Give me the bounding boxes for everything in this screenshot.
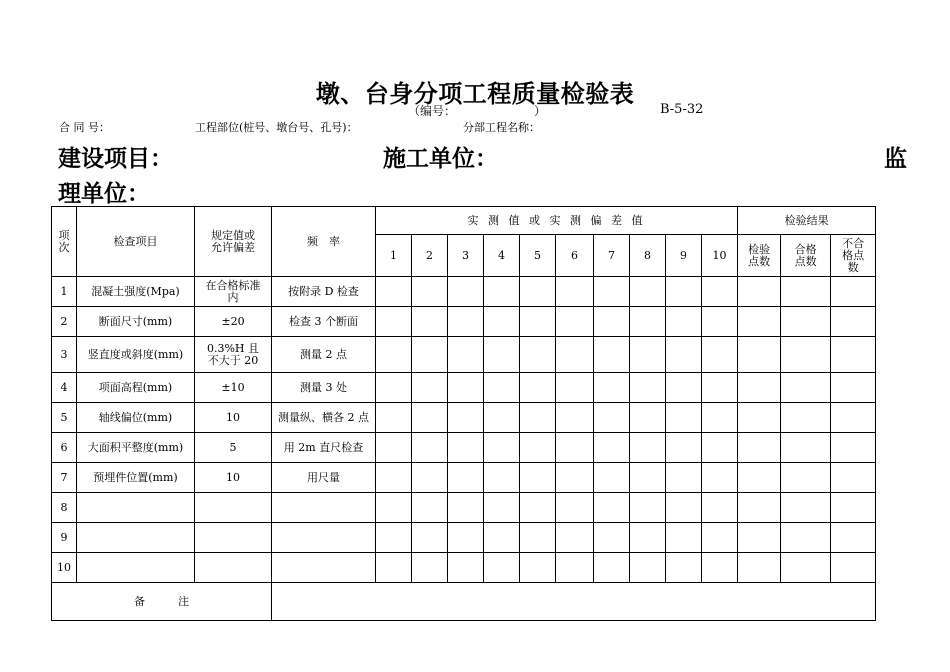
measure-cell[interactable] <box>630 307 666 337</box>
measure-cell[interactable] <box>376 307 412 337</box>
measure-cell[interactable] <box>448 433 484 463</box>
row-item <box>77 553 195 583</box>
measure-cell[interactable] <box>412 553 448 583</box>
result-cell[interactable] <box>738 493 781 523</box>
row-spec <box>195 523 272 553</box>
measure-cell[interactable] <box>412 493 448 523</box>
header-spec: 规定值或允许偏差 <box>195 207 272 277</box>
measure-cell[interactable] <box>556 493 594 523</box>
result-cell[interactable] <box>738 337 781 373</box>
result-cell[interactable] <box>831 553 876 583</box>
row-item: 大面积平整度(mm) <box>77 433 195 463</box>
measure-cell[interactable] <box>520 493 556 523</box>
row-frequency: 测量 2 点 <box>272 337 376 373</box>
measure-cell[interactable] <box>666 493 702 523</box>
supervisor-label-part2: 理单位： <box>58 181 150 207</box>
row-item: 混凝土强度(Mpa) <box>77 277 195 307</box>
measure-cell[interactable] <box>484 463 520 493</box>
measure-cell[interactable] <box>376 403 412 433</box>
result-cell[interactable] <box>781 463 831 493</box>
table-row <box>52 433 876 463</box>
measure-cell[interactable] <box>702 523 738 553</box>
result-cell[interactable] <box>831 337 876 373</box>
measure-cell[interactable] <box>666 373 702 403</box>
measure-cell[interactable] <box>376 493 412 523</box>
row-spec: 5 <box>195 433 272 463</box>
header-frequency: 频 率 <box>272 207 376 277</box>
measure-cell[interactable] <box>594 403 630 433</box>
serial-label: （编号： <box>408 104 457 118</box>
header-measured: 实 测 值 或 实 测 偏 差 值 <box>376 207 738 235</box>
row-frequency: 测量纵、横各 2 点 <box>272 403 376 433</box>
measure-cell[interactable] <box>520 337 556 373</box>
measure-cell[interactable] <box>666 463 702 493</box>
header-result: 检验结果 <box>738 207 876 235</box>
row-index: 5 <box>52 403 77 433</box>
row-spec: 0.3%H 且不大于 20 <box>195 337 272 373</box>
measure-cell[interactable] <box>594 277 630 307</box>
row-frequency <box>272 553 376 583</box>
measure-cell[interactable] <box>702 277 738 307</box>
measure-cell[interactable] <box>630 373 666 403</box>
measure-cell[interactable] <box>630 433 666 463</box>
remarks-label: 备 注 <box>52 583 272 621</box>
measure-cell[interactable] <box>556 463 594 493</box>
remarks-field[interactable] <box>272 583 876 621</box>
measure-cell[interactable] <box>448 337 484 373</box>
row-index: 4 <box>52 373 77 403</box>
measure-cell[interactable] <box>556 523 594 553</box>
measure-cell[interactable] <box>484 373 520 403</box>
measure-cell[interactable] <box>702 433 738 463</box>
measure-cell[interactable] <box>594 493 630 523</box>
measure-cell[interactable] <box>484 307 520 337</box>
subproject-label: 分部工程名称： <box>463 121 540 134</box>
measure-cell[interactable] <box>484 553 520 583</box>
result-cell[interactable] <box>738 277 781 307</box>
result-cell[interactable] <box>831 307 876 337</box>
result-col-failed: 不合格点数 <box>831 235 876 277</box>
measure-cell[interactable] <box>520 307 556 337</box>
row-index: 10 <box>52 553 77 583</box>
measure-cell[interactable] <box>556 433 594 463</box>
row-item: 项面高程(mm) <box>77 373 195 403</box>
measure-cell[interactable] <box>376 337 412 373</box>
header-item: 检查项目 <box>77 207 195 277</box>
supervisor-label-part1: 监 <box>884 146 907 172</box>
measure-cell[interactable] <box>556 553 594 583</box>
row-frequency <box>272 493 376 523</box>
measure-cell[interactable] <box>484 433 520 463</box>
row-index: 2 <box>52 307 77 337</box>
measure-cell[interactable] <box>630 337 666 373</box>
measure-cell[interactable] <box>666 553 702 583</box>
result-cell[interactable] <box>781 373 831 403</box>
measure-col-header: 3 <box>448 235 484 277</box>
row-item <box>77 523 195 553</box>
measure-cell[interactable] <box>702 307 738 337</box>
measure-cell[interactable] <box>666 277 702 307</box>
contractor-label: 施工单位： <box>383 146 498 172</box>
table-row <box>52 463 876 493</box>
measure-cell[interactable] <box>666 337 702 373</box>
measure-cell[interactable] <box>520 277 556 307</box>
measure-cell[interactable] <box>594 463 630 493</box>
row-spec: 10 <box>195 403 272 433</box>
measure-cell[interactable] <box>448 403 484 433</box>
measure-cell[interactable] <box>702 403 738 433</box>
measure-col-header: 5 <box>520 235 556 277</box>
row-frequency <box>272 523 376 553</box>
row-item: 轴线偏位(mm) <box>77 403 195 433</box>
measure-cell[interactable] <box>630 553 666 583</box>
result-cell[interactable] <box>738 433 781 463</box>
measure-cell[interactable] <box>594 553 630 583</box>
measure-cell[interactable] <box>448 463 484 493</box>
measure-cell[interactable] <box>448 493 484 523</box>
measure-cell[interactable] <box>412 433 448 463</box>
result-cell[interactable] <box>831 493 876 523</box>
measure-cell[interactable] <box>594 523 630 553</box>
serial-close: ） <box>534 104 547 118</box>
contract-no-label: 合 同 号： <box>59 121 110 134</box>
measure-cell[interactable] <box>412 307 448 337</box>
measure-cell[interactable] <box>448 277 484 307</box>
result-col-passed: 合格点数 <box>781 235 831 277</box>
table-row <box>52 307 876 337</box>
measure-cell[interactable] <box>376 373 412 403</box>
measure-cell[interactable] <box>484 337 520 373</box>
measure-col-header: 8 <box>630 235 666 277</box>
measure-cell[interactable] <box>520 373 556 403</box>
project-label: 建设项目： <box>58 146 173 172</box>
measure-cell[interactable] <box>556 373 594 403</box>
measure-cell[interactable] <box>412 373 448 403</box>
row-frequency: 检查 3 个断面 <box>272 307 376 337</box>
measure-cell[interactable] <box>484 277 520 307</box>
measure-cell[interactable] <box>630 523 666 553</box>
table-row <box>52 337 876 373</box>
table-row <box>52 523 876 553</box>
measure-cell[interactable] <box>448 307 484 337</box>
result-cell[interactable] <box>831 523 876 553</box>
measure-cell[interactable] <box>520 463 556 493</box>
row-spec: 10 <box>195 463 272 493</box>
measure-cell[interactable] <box>702 337 738 373</box>
measure-cell[interactable] <box>666 403 702 433</box>
location-label: 工程部位(桩号、墩台号、孔号)： <box>195 121 358 134</box>
result-cell[interactable] <box>738 523 781 553</box>
result-cell[interactable] <box>831 463 876 493</box>
measure-cell[interactable] <box>376 523 412 553</box>
result-cell[interactable] <box>831 373 876 403</box>
measure-cell[interactable] <box>594 373 630 403</box>
table-row <box>52 403 876 433</box>
measure-cell[interactable] <box>484 523 520 553</box>
header-index: 项次 <box>52 207 77 277</box>
result-cell[interactable] <box>738 403 781 433</box>
measure-cell[interactable] <box>376 463 412 493</box>
measure-col-header: 9 <box>666 235 702 277</box>
measure-cell[interactable] <box>666 523 702 553</box>
row-item <box>77 493 195 523</box>
result-cell[interactable] <box>781 337 831 373</box>
form-code: B-5-32 <box>660 102 704 117</box>
page-title: 墩、台身分项工程质量检验表 <box>315 80 635 108</box>
measure-col-header: 2 <box>412 235 448 277</box>
measure-cell[interactable] <box>412 523 448 553</box>
row-item: 竖直度或斜度(mm) <box>77 337 195 373</box>
measure-col-header: 4 <box>484 235 520 277</box>
inspection-table <box>51 206 876 621</box>
row-index: 1 <box>52 277 77 307</box>
measure-cell[interactable] <box>376 277 412 307</box>
row-item: 预埋件位置(mm) <box>77 463 195 493</box>
measure-cell[interactable] <box>702 463 738 493</box>
measure-cell[interactable] <box>520 523 556 553</box>
row-index: 8 <box>52 493 77 523</box>
measure-col-header: 7 <box>594 235 630 277</box>
row-index: 3 <box>52 337 77 373</box>
result-col-checked: 检验点数 <box>738 235 781 277</box>
result-cell[interactable] <box>831 403 876 433</box>
measure-cell[interactable] <box>376 433 412 463</box>
result-cell[interactable] <box>738 307 781 337</box>
measure-cell[interactable] <box>412 337 448 373</box>
measure-cell[interactable] <box>630 277 666 307</box>
result-cell[interactable] <box>738 463 781 493</box>
measure-col-header: 10 <box>702 235 738 277</box>
row-index: 7 <box>52 463 77 493</box>
measure-cell[interactable] <box>594 433 630 463</box>
measure-cell[interactable] <box>702 553 738 583</box>
measure-cell[interactable] <box>630 493 666 523</box>
result-cell[interactable] <box>831 433 876 463</box>
result-cell[interactable] <box>738 553 781 583</box>
result-cell[interactable] <box>781 307 831 337</box>
measure-col-header: 6 <box>556 235 594 277</box>
row-frequency: 用尺量 <box>272 463 376 493</box>
measure-cell[interactable] <box>484 493 520 523</box>
measure-cell[interactable] <box>448 553 484 583</box>
row-spec <box>195 493 272 523</box>
measure-cell[interactable] <box>556 337 594 373</box>
result-cell[interactable] <box>781 493 831 523</box>
measure-cell[interactable] <box>376 553 412 583</box>
measure-cell[interactable] <box>484 403 520 433</box>
row-frequency: 测量 3 处 <box>272 373 376 403</box>
result-cell[interactable] <box>781 277 831 307</box>
result-cell[interactable] <box>738 373 781 403</box>
table-row <box>52 553 876 583</box>
result-cell[interactable] <box>781 433 831 463</box>
row-spec <box>195 553 272 583</box>
measure-cell[interactable] <box>520 433 556 463</box>
table-row <box>52 493 876 523</box>
measure-cell[interactable] <box>666 307 702 337</box>
measure-cell[interactable] <box>448 523 484 553</box>
row-index: 6 <box>52 433 77 463</box>
measure-cell[interactable] <box>556 277 594 307</box>
measure-cell[interactable] <box>520 553 556 583</box>
row-frequency: 用 2m 直尺检查 <box>272 433 376 463</box>
measure-cell[interactable] <box>594 307 630 337</box>
result-cell[interactable] <box>781 403 831 433</box>
result-cell[interactable] <box>781 553 831 583</box>
table-row <box>52 277 876 307</box>
result-cell[interactable] <box>781 523 831 553</box>
measure-cell[interactable] <box>412 403 448 433</box>
row-index: 9 <box>52 523 77 553</box>
row-item: 断面尺寸(mm) <box>77 307 195 337</box>
measure-cell[interactable] <box>448 373 484 403</box>
measure-cell[interactable] <box>666 433 702 463</box>
measure-cell[interactable] <box>702 493 738 523</box>
measure-cell[interactable] <box>556 307 594 337</box>
row-spec: 在合格标准内 <box>195 277 272 307</box>
measure-cell[interactable] <box>594 337 630 373</box>
row-frequency: 按附录 D 检查 <box>272 277 376 307</box>
row-spec: ±20 <box>195 307 272 337</box>
result-cell[interactable] <box>831 277 876 307</box>
row-spec: ±10 <box>195 373 272 403</box>
measure-cell[interactable] <box>630 463 666 493</box>
measure-cell[interactable] <box>702 373 738 403</box>
table-row <box>52 373 876 403</box>
measure-cell[interactable] <box>520 403 556 433</box>
measure-cell[interactable] <box>556 403 594 433</box>
measure-col-header: 1 <box>376 235 412 277</box>
measure-cell[interactable] <box>630 403 666 433</box>
measure-cell[interactable] <box>412 277 448 307</box>
measure-cell[interactable] <box>412 463 448 493</box>
